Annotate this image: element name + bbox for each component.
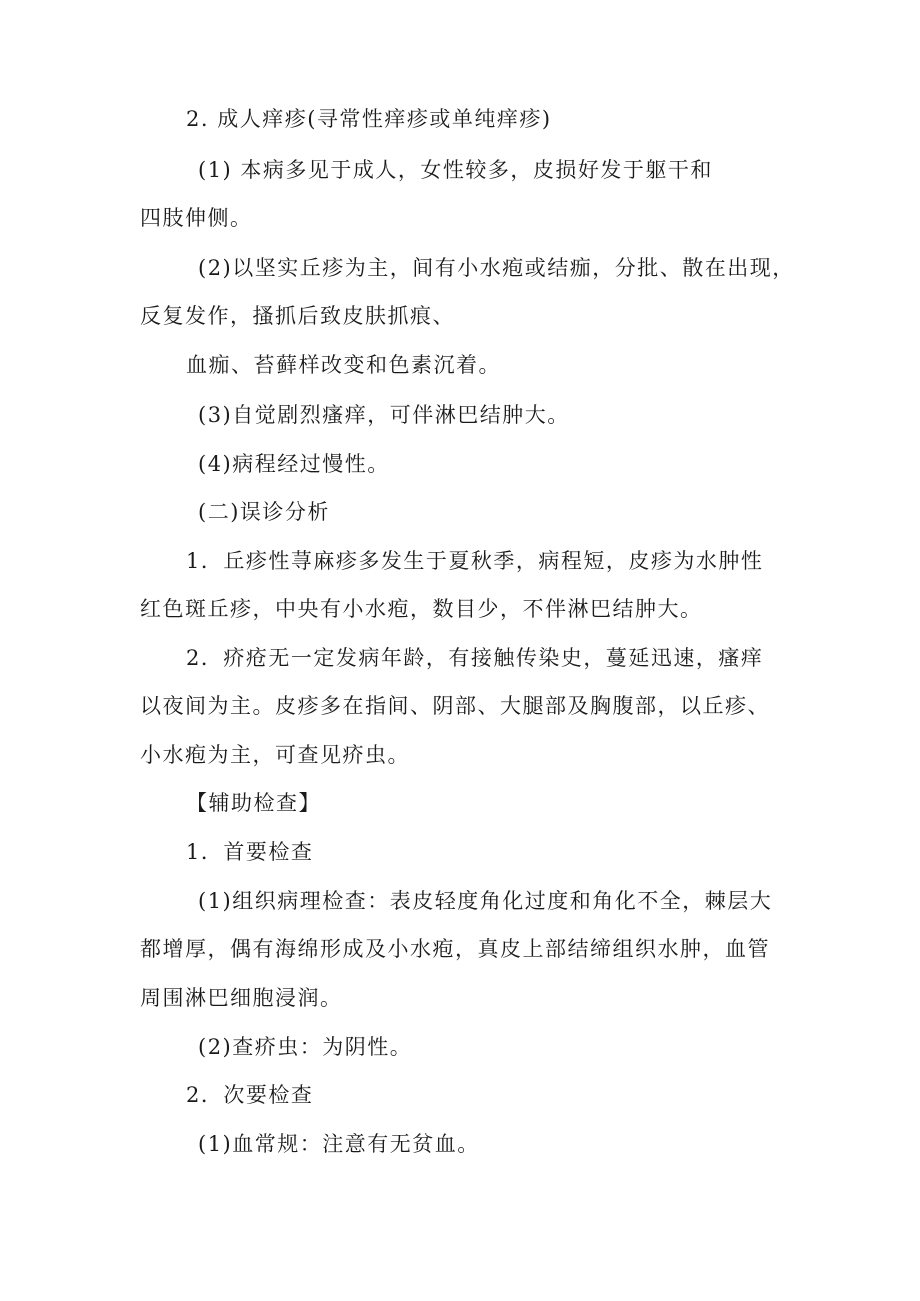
paragraph-line: 血痂、苔藓样改变和色素沉着。 xyxy=(186,353,501,377)
paragraph-line: 2．疥疮无一定发病年龄，有接触传染史，蔓延迅速，瘙痒 xyxy=(186,646,764,670)
paragraph-line: 反复发作，搔抓后致皮肤抓痕、 xyxy=(140,304,455,328)
paragraph-line: (2)以坚实丘疹为主，间有小水疱或结痂，分批、散在出现， xyxy=(198,256,795,280)
paragraph-line: 小水疱为主，可查见疥虫。 xyxy=(140,743,410,767)
paragraph-line: 周围淋巴细胞浸润。 xyxy=(140,986,343,1010)
paragraph-line: (3)自觉剧烈瘙痒，可伴淋巴结肿大。 xyxy=(198,403,570,427)
subheading-primary-exams: 1．首要检查 xyxy=(186,840,314,864)
paragraph-line: 都增厚，偶有海绵形成及小水疱，真皮上部结缔组织水肿，血管 xyxy=(140,937,770,961)
paragraph-line: (1)血常规：注意有无贫血。 xyxy=(198,1132,480,1156)
section-heading-adult-prurigo: 2. 成人痒疹(寻常性痒疹或单纯痒疹) xyxy=(186,107,552,131)
paragraph-line: 1．丘疹性荨麻疹多发生于夏秋季，病程短，皮疹为水肿性 xyxy=(186,549,764,573)
paragraph-line: (1) 本病多见于成人，女性较多，皮损好发于躯干和 xyxy=(198,158,713,182)
subheading-secondary-exams: 2．次要检查 xyxy=(186,1083,314,1107)
section-heading-misdiagnosis: (二)误诊分析 xyxy=(198,500,330,524)
paragraph-line: 四肢伸侧。 xyxy=(140,206,253,230)
paragraph-line: (1)组织病理检查：表皮轻度角化过度和角化不全，棘层大 xyxy=(198,889,773,913)
section-heading-auxiliary-exams: 【辅助检查】 xyxy=(186,791,321,815)
paragraph-line: (4)病程经过慢性。 xyxy=(198,452,390,476)
paragraph-line: (2)查疥虫：为阴性。 xyxy=(198,1035,413,1059)
paragraph-line: 以夜间为主。皮疹多在指间、阴部、大腿部及胸腹部，以丘疹、 xyxy=(140,694,770,718)
paragraph-line: 红色斑丘疹，中央有小水疱，数目少，不伴淋巴结肿大。 xyxy=(140,597,703,621)
